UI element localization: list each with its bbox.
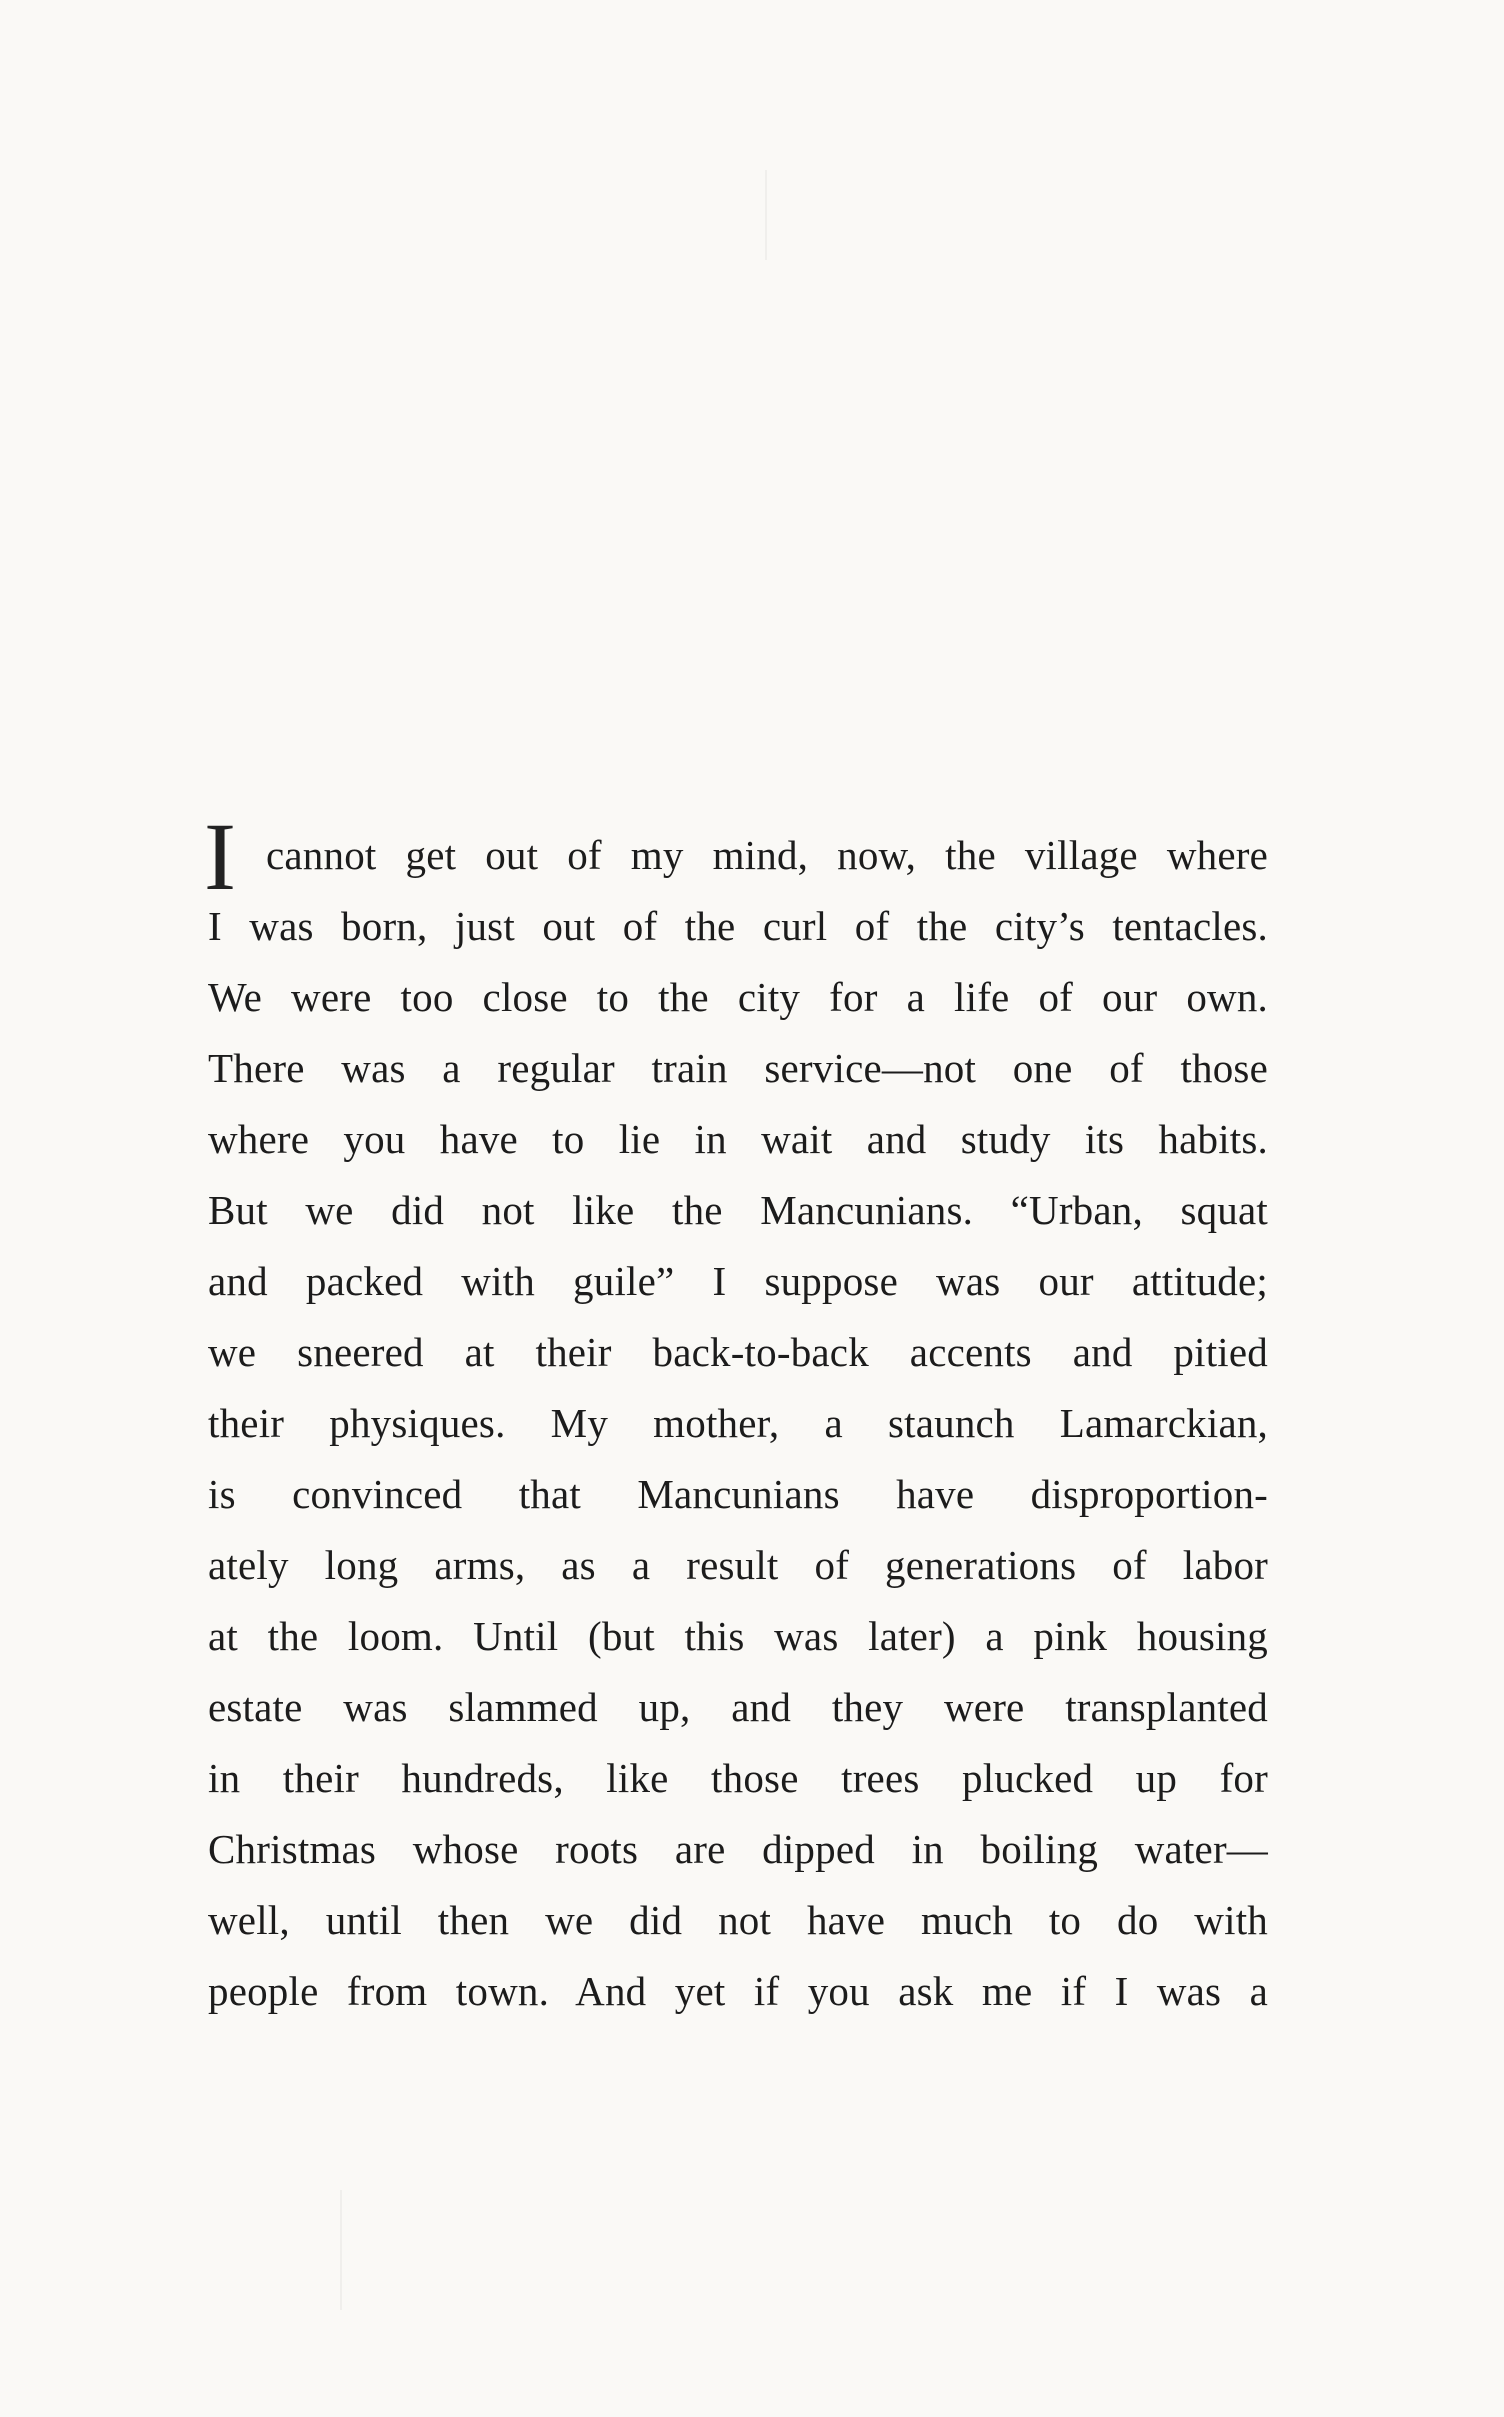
text-line-8: [208, 1317, 1268, 1388]
text-line-7: [208, 1246, 1268, 1317]
line-text: their physiques. My mother, a staunch Lamarckian,: [208, 1400, 1268, 1446]
text-line-17: [208, 1956, 1268, 2027]
line-text: we sneered at their back-to-back accents and pitied: [208, 1329, 1268, 1375]
line-text: in their hundreds, like those trees plucked up for: [208, 1755, 1268, 1801]
line-text: There was a regular train service—not one of those: [208, 1045, 1268, 1091]
text-line-10: [208, 1459, 1268, 1530]
line-text: well, until then we did not have much to do with: [208, 1897, 1268, 1943]
text-line-15: [208, 1814, 1268, 1885]
scan-mark: [340, 2190, 342, 2310]
text-line-14: [208, 1743, 1268, 1814]
line-text: ately long arms, as a result of generations of labor: [208, 1542, 1268, 1588]
text-line-1: [204, 803, 1268, 910]
text-line-6: [208, 1175, 1268, 1246]
line-text: and packed with guile” I suppose was our attitude;: [208, 1258, 1268, 1304]
line-text: people from town. And yet if you ask me if I was a: [208, 1968, 1268, 2014]
body-paragraph: [204, 803, 1268, 2027]
text-line-3: [208, 962, 1268, 1033]
line-text: is convinced that Mancunians have disproportion-: [208, 1471, 1268, 1517]
text-line-13: [208, 1672, 1268, 1743]
text-line-9: [208, 1388, 1268, 1459]
line-text: where you have to lie in wait and study its habits.: [208, 1116, 1268, 1162]
text-line-4: [208, 1033, 1268, 1104]
scan-mark: [765, 170, 767, 260]
line-text: But we did not like the Mancunians. “Urban, squat: [208, 1187, 1268, 1233]
line-text: at the loom. Until (but this was later) a pink housing: [208, 1613, 1268, 1659]
text-line-11: [208, 1530, 1268, 1601]
text-line-12: [208, 1601, 1268, 1672]
text-line-5: [208, 1104, 1268, 1175]
text-line-2: [208, 891, 1268, 962]
line-text: We were too close to the city for a life of our own.: [208, 974, 1268, 1020]
line-text: I was born, just out of the curl of the city’s tentacles.: [208, 903, 1268, 949]
drop-cap: I: [204, 803, 237, 910]
line-text: estate was slammed up, and they were transplanted: [208, 1684, 1268, 1730]
line-text: Christmas whose roots are dipped in boiling water—: [208, 1826, 1268, 1872]
line-text: cannot get out of my mind, now, the village where: [266, 832, 1268, 878]
text-line-16: [208, 1885, 1268, 1956]
